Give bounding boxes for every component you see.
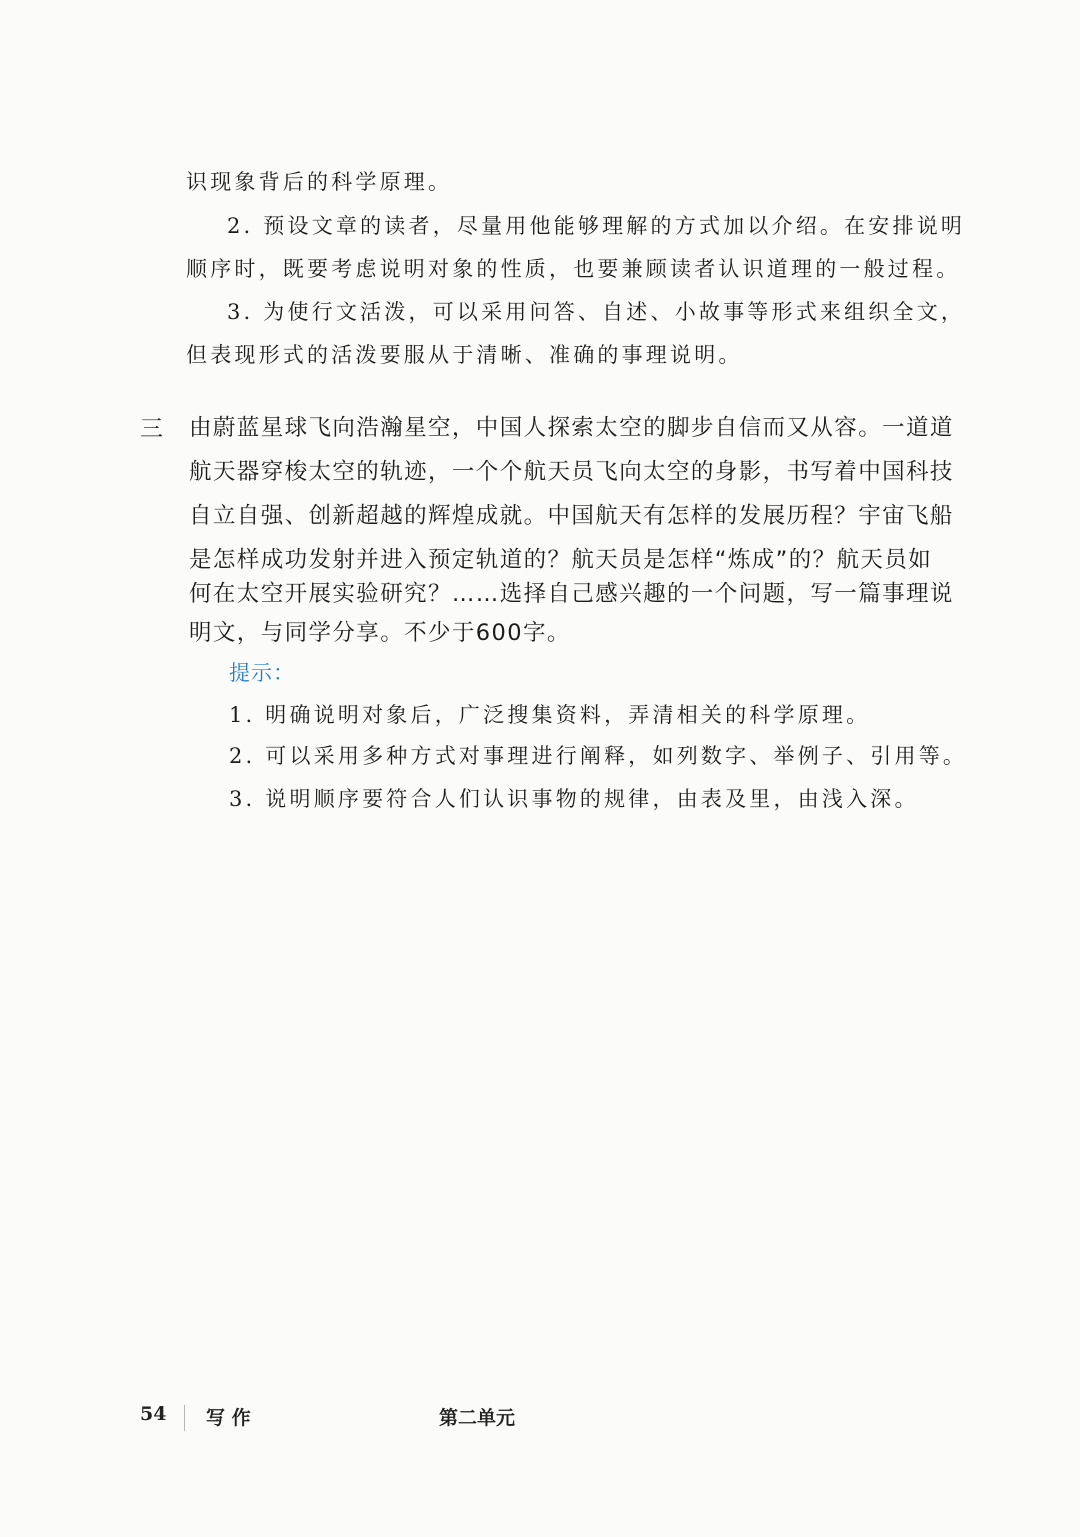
footer-divider [184,1405,185,1431]
hint-tip-2: 2. 可以采用多种方式对事理进行阐释，如列数字、举例子、引用等。 [229,744,968,768]
paragraph-continuation: 识现象背后的科学原理。 [186,170,453,194]
section3-line-2: 航天器穿梭太空的轨迹，一个个航天员飞向太空的身影，书写着中国科技 [189,459,954,485]
tip-2-line-1: 2. 预设文章的读者，尽量用他能够理解的方式加以介绍。在安排说明 [227,214,966,238]
section-number: 三 [140,416,163,442]
page-number: 54 [140,1403,167,1425]
section3-line-6: 明文，与同学分享。不少于600字。 [189,620,571,646]
hint-tip-3: 3. 说明顺序要符合人们认识事物的规律，由表及里，由浅入深。 [229,787,919,811]
section3-line-4: 是怎样成功发射并进入预定轨道的？航天员是怎样“炼成”的？航天员如 [189,547,933,573]
hint-label: 提示： [229,661,295,685]
footer-section: 写 作 [206,1407,251,1429]
section3-line-1: 由蔚蓝星球飞向浩瀚星空，中国人探索太空的脚步自信而又从容。一道道 [189,415,954,441]
tip-3-line-2: 但表现形式的活泼要服从于清晰、准确的事理说明。 [186,343,743,367]
tip-2-line-2: 顺序时，既要考虑说明对象的性质，也要兼顾读者认识道理的一般过程。 [186,257,961,281]
tip-3-line-1: 3. 为使行文活泼，可以采用问答、自述、小故事等形式来组织全文， [227,300,966,324]
footer-unit: 第二单元 [439,1407,516,1429]
hint-tip-1: 1. 明确说明对象后，广泛搜集资料，弄清相关的科学原理。 [229,703,871,727]
section3-line-3: 自立自强、创新超越的辉煌成就。中国航天有怎样的发展历程？宇宙飞船 [189,503,954,529]
section3-line-5: 何在太空开展实验研究？……选择自己感兴趣的一个问题，写一篇事理说 [189,581,954,607]
